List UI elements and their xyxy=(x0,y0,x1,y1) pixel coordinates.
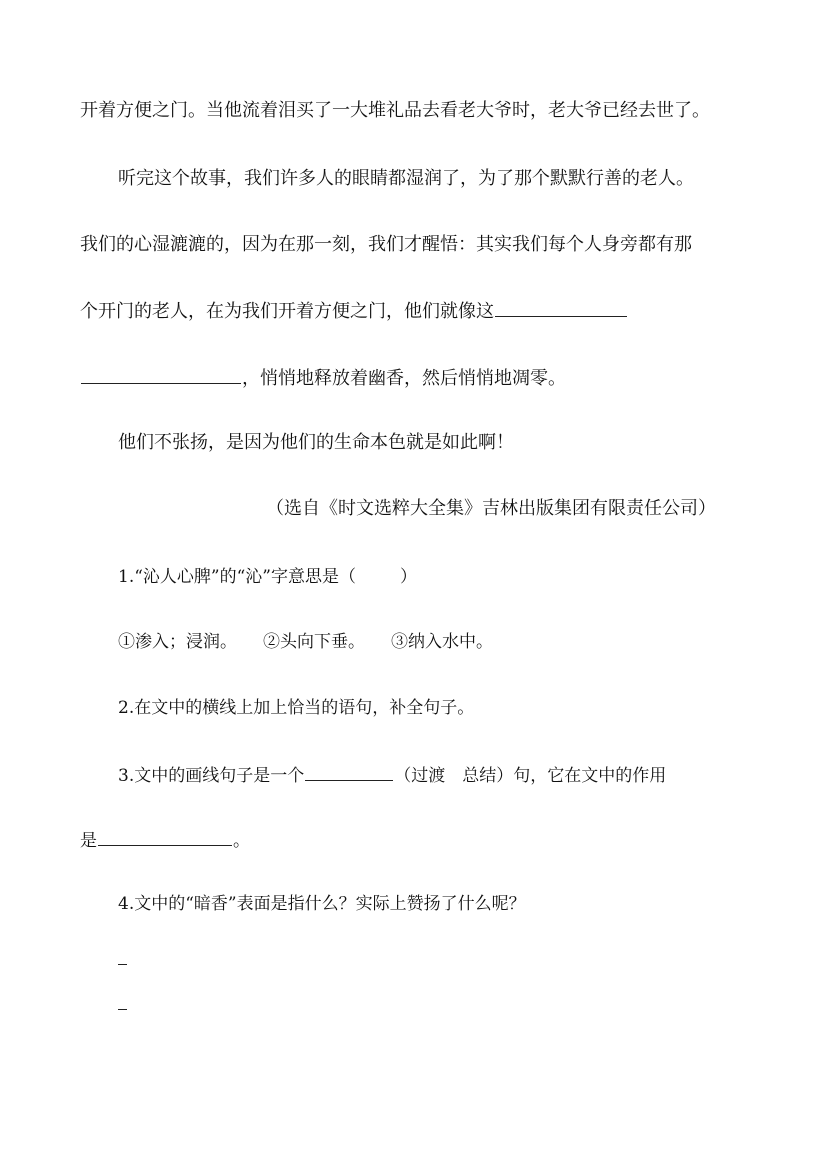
option-3: ③纳入水中。 xyxy=(391,632,493,652)
question-3-text-d: 。 xyxy=(233,831,250,851)
question-3-text-c: 是 xyxy=(80,831,97,851)
fill-blank-3a[interactable] xyxy=(305,760,393,781)
passage-line-2: 听完这个故事，我们许多人的眼睛都湿润了，为了那个默默行善的老人。 xyxy=(118,168,694,189)
question-3-text-b: （过渡 总结）句，它在文中的作用 xyxy=(394,766,667,786)
passage-line-3: 我们的心湿漉漉的，因为在那一刻，我们才醒悟：其实我们每个人身旁都有那 xyxy=(80,234,692,255)
passage-line-6: 他们不张扬，是因为他们的生命本色就是如此啊！ xyxy=(118,432,514,453)
option-1: ①渗入；浸润。 xyxy=(118,632,237,652)
answer-line-1[interactable] xyxy=(118,964,127,965)
question-3 xyxy=(118,760,666,790)
question-3-text-a: 3.文中的画线句子是一个 xyxy=(118,766,305,786)
passage-line-5-text: ，悄悄地释放着幽香，然后悄悄地凋零。 xyxy=(242,368,566,389)
fill-blank-1a[interactable] xyxy=(495,296,627,317)
question-1-text: 1.“沁人心脾”的“沁”字意思是（ xyxy=(118,567,356,587)
answer-line-2[interactable] xyxy=(118,1009,127,1010)
option-2: ②头向下垂。 xyxy=(263,632,365,652)
source-citation: （选自《时文选粹大全集》吉林出版集团有限责任公司） xyxy=(266,498,716,519)
question-1-options xyxy=(118,628,493,656)
fill-blank-3b[interactable] xyxy=(98,825,232,846)
passage-line-1: 开着方便之门。当他流着泪买了一大堆礼品去看老大爷时，老大爷已经去世了。 xyxy=(80,100,710,121)
question-2: 2.在文中的横线上加上恰当的语句，补全句子。 xyxy=(118,698,475,718)
passage-line-4-text: 个开门的老人，在为我们开着方便之门，他们就像这 xyxy=(80,301,494,322)
fill-blank-1b[interactable] xyxy=(81,363,241,384)
question-1-close: ） xyxy=(399,567,417,587)
question-4: 4.文中的“暗香”表面是指什么？实际上赞扬了什么呢？ xyxy=(118,894,526,914)
passage-line-5 xyxy=(80,363,566,393)
question-3-cont xyxy=(80,825,250,855)
passage-line-4 xyxy=(80,296,628,326)
question-1 xyxy=(118,563,417,591)
